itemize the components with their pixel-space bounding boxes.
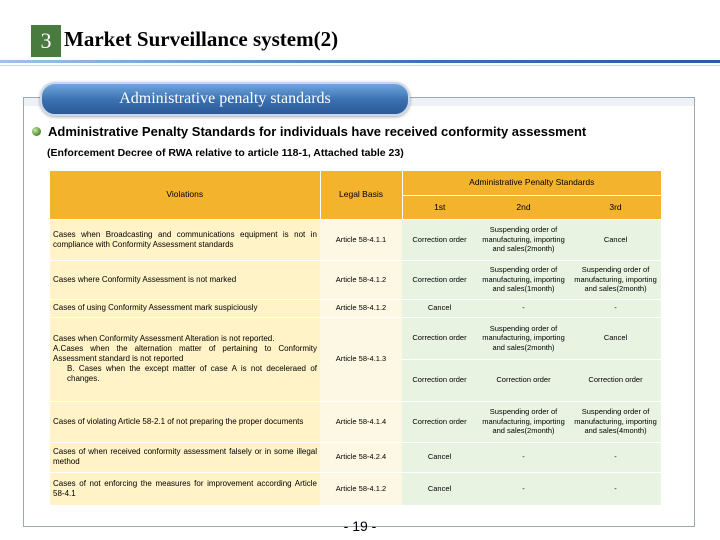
table-header-row [50, 171, 661, 195]
violation-text: Cases when Broadcasting and communications equipment is not in compliance with Conformity Assessment standards [53, 229, 317, 249]
violation-cell: Cases of when received conformity assessment falsely or in some illegal method [50, 442, 320, 472]
violation-cell: Cases of not enforcing the measures for improvement according Article 58-4.1 [50, 472, 320, 505]
first-offense-header: 1st [402, 195, 477, 219]
second-penalty-cell: - [477, 472, 570, 505]
section-heading: Administrative Penalty Standards for individuals have received conformity assessment [48, 124, 587, 139]
legal-basis-cell: Article 58-4.1.1 [320, 219, 402, 260]
second-penalty-cell: - [477, 299, 570, 317]
table-row [50, 299, 661, 317]
page-number: - 19 - [343, 518, 377, 534]
legal-basis-cell: Article 58-4.1.4 [320, 401, 402, 442]
table-row [50, 317, 661, 359]
page-title: Market Surveillance system(2) [64, 27, 339, 51]
section-pill-label: Administrative penalty standards [40, 82, 410, 116]
third-penalty-cell: Cancel [570, 317, 661, 359]
third-penalty-cell: Suspending order of manufacturing, importing and sales(2month) [570, 260, 661, 299]
second-penalty-cell: Suspending order of manufacturing, importing and sales(2month) [477, 317, 570, 359]
legal-basis-cell: Article 58-4.1.2 [320, 472, 402, 505]
violation-cell: Cases of using Conformity Assessment mark suspiciously [50, 299, 320, 317]
section-number-badge: 3 [31, 25, 61, 57]
third-penalty-cell: - [570, 299, 661, 317]
third-penalty-cell: Suspending order of manufacturing, importing and sales(4month) [570, 401, 661, 442]
violation-cell: Cases of violating Article 58-2.1 of not preparing the proper documents [50, 401, 320, 442]
table-row [50, 260, 661, 299]
violation-cell [50, 219, 320, 260]
second-penalty-cell: Correction order [477, 359, 570, 401]
first-penalty-cell: Correction order [402, 219, 477, 260]
second-penalty-cell: - [477, 442, 570, 472]
alteration-intro: Cases when Conformity Assessment Alteration is not reported. [53, 334, 275, 343]
table-row [50, 401, 661, 442]
table-row [50, 219, 661, 260]
legal-basis-cell: Article 58-4.1.2 [320, 299, 402, 317]
legal-basis-cell: Article 58-4.1.3 [320, 317, 402, 401]
legal-basis-header: Legal Basis [320, 171, 402, 219]
first-penalty-cell: Cancel [402, 472, 477, 505]
table-row [50, 442, 661, 472]
legal-basis-cell: Article 58-4.1.2 [320, 260, 402, 299]
second-penalty-cell: Suspending order of manufacturing, importing and sales(2month) [477, 219, 570, 260]
third-penalty-cell: Cancel [570, 219, 661, 260]
first-penalty-cell: Correction order [402, 359, 477, 401]
violation-cell: Cases where Conformity Assessment is not marked [50, 260, 320, 299]
first-penalty-cell: Cancel [402, 442, 477, 472]
first-penalty-cell: Correction order [402, 317, 477, 359]
second-offense-header: 2nd [477, 195, 570, 219]
penalty-standards-header: Administrative Penalty Standards [402, 171, 661, 195]
second-penalty-cell: Suspending order of manufacturing, importing and sales(1month) [477, 260, 570, 299]
third-penalty-cell: - [570, 472, 661, 505]
third-penalty-cell: - [570, 442, 661, 472]
section-subheading: (Enforcement Decree of RWA relative to article 118-1, Attached table 23) [47, 147, 404, 159]
table-row [50, 472, 661, 505]
violations-header: Violations [50, 171, 320, 219]
legal-basis-cell: Article 58-4.2.4 [320, 442, 402, 472]
penalty-standards-table [50, 171, 661, 506]
alteration-case-a: A.Cases when the alternation matter of pertaining to Conformity Assessment standard is not reported [53, 344, 317, 363]
bullet-icon [32, 127, 41, 136]
alteration-violation-cell [50, 317, 320, 401]
third-offense-header: 3rd [570, 195, 661, 219]
third-penalty-cell: Correction order [570, 359, 661, 401]
first-penalty-cell: Cancel [402, 299, 477, 317]
second-penalty-cell: Suspending order of manufacturing, importing and sales(2month) [477, 401, 570, 442]
first-penalty-cell: Correction order [402, 401, 477, 442]
alteration-case-b: B. Cases when the except matter of case A is not deceleraed of changes. [67, 364, 317, 383]
title-underline [0, 60, 720, 63]
first-penalty-cell: Correction order [402, 260, 477, 299]
title-underline-thin [0, 65, 720, 66]
